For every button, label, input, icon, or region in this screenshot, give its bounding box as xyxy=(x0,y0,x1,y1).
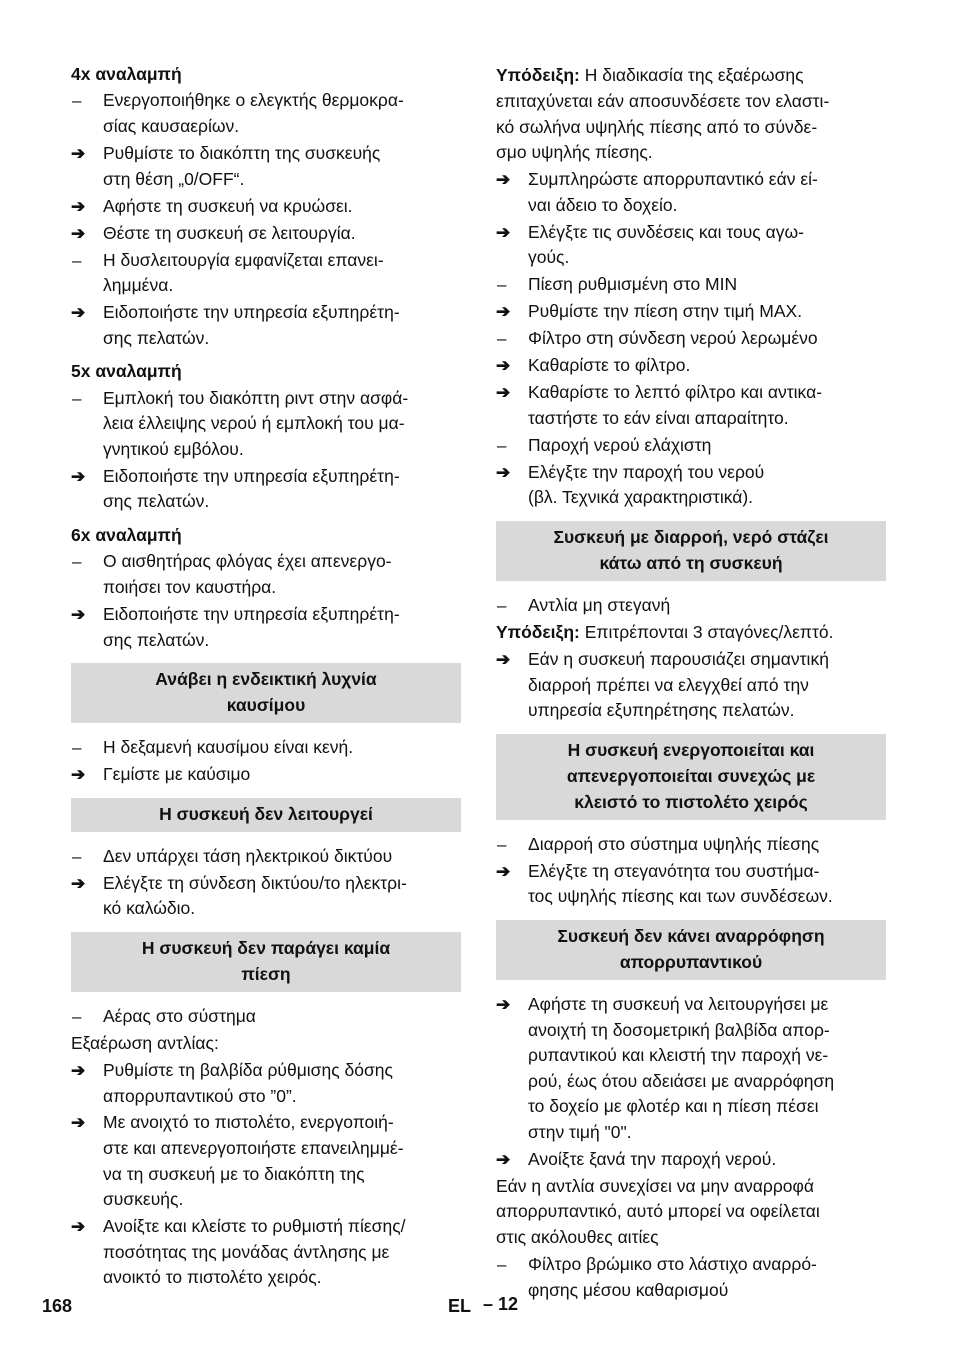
item-text: Ρυθμίστε τη βαλβίδα ρύθμισης δόσης απορρυπαντικού στο ”0”. xyxy=(103,1059,393,1106)
section-title: Η συσκευή ενεργοποιείται και απενεργοποιείται συνεχώς με κλειστό το πιστολέτο χειρός xyxy=(496,734,886,820)
arrow-icon: ➔ xyxy=(71,466,86,486)
subheading: 4x αναλαμπή xyxy=(71,64,182,84)
item-text: Ειδοποιήστε την υπηρεσία εξυπηρέτη- σης πελατών. xyxy=(103,465,400,512)
dash-icon: – xyxy=(497,596,507,615)
paragraph: Εξαέρωση αντλίας: xyxy=(71,1032,219,1053)
action-item xyxy=(496,167,886,218)
item-text: Δεν υπάρχει τάση ηλεκτρικού δικτύου xyxy=(103,845,393,866)
cause-item xyxy=(496,272,886,298)
action-item xyxy=(71,762,461,788)
right-column xyxy=(496,62,886,1305)
cause-item xyxy=(71,386,461,463)
left-column xyxy=(71,62,461,1292)
item-text: Ελέγξτε τις συνδέσεις και τους αγω- γούς. xyxy=(528,221,804,268)
action-item xyxy=(496,460,886,511)
item-text: Ανοίξτε και κλείστε το ρυθμιστή πίεσης/ ποσότητας της μονάδας άντλησης με ανοικτό το πιστολέτο χειρός. xyxy=(103,1216,406,1288)
item-text: Ενεργοποιήθηκε ο ελεγκτής θερμοκρα- σίας καυσαερίων. xyxy=(103,90,404,136)
arrow-icon: ➔ xyxy=(496,170,511,190)
note-label: Υπόδειξη: xyxy=(496,65,580,86)
item-text: Ρυθμίστε την πίεση στην τιμή MAX. xyxy=(528,301,803,322)
dash-icon: – xyxy=(72,846,82,866)
section-title: Η συσκευή δεν λειτουργεί xyxy=(71,798,461,832)
item-text: Ανοίξτε ξανά την παροχή νερού. xyxy=(528,1148,777,1169)
cause-item xyxy=(496,832,886,858)
arrow-icon: ➔ xyxy=(71,1113,86,1133)
item-text: Εάν η συσκευή παρουσιάζει σημαντική διαρροή πρέπει να ελεγχθεί από την υπηρεσία εξυπηρέτησης πελατών. xyxy=(528,648,829,721)
item-text: Ελέγξτε τη στεγανότητα του συστήμα- τος υψηλής πίεσης και των συνδέσεων. xyxy=(528,860,833,907)
action-item xyxy=(71,602,461,653)
action-item xyxy=(496,859,886,910)
dash-icon: – xyxy=(72,250,82,270)
item-text: Ελέγξτε την παροχή του νερού (βλ. Τεχνικά χαρακτηριστικά). xyxy=(528,461,765,508)
action-item xyxy=(71,194,461,220)
arrow-icon: ➔ xyxy=(496,1149,511,1169)
arrow-icon: ➔ xyxy=(496,302,511,322)
item-text: Συμπληρώστε απορρυπαντικό εάν εί- ναι άδειο το δοχείο. xyxy=(528,169,818,215)
item-text: Πίεση ρυθμισμένη στο MIN xyxy=(528,274,738,295)
section-title: Συσκευή με διαρροή, νερό στάζει κάτω από τη συσκευή xyxy=(496,521,886,581)
note-paragraph xyxy=(496,63,886,165)
dash-icon: – xyxy=(72,1006,82,1026)
arrow-icon: ➔ xyxy=(71,196,86,216)
action-item xyxy=(71,300,461,351)
action-item xyxy=(496,380,886,431)
arrow-icon: ➔ xyxy=(71,303,86,323)
action-item xyxy=(496,647,886,724)
dash-icon: – xyxy=(72,552,82,572)
dash-icon: – xyxy=(497,1255,507,1275)
arrow-icon: ➔ xyxy=(71,1217,86,1237)
cause-item xyxy=(71,735,461,761)
action-item xyxy=(71,1110,461,1212)
subheading: 6x αναλαμπή xyxy=(71,525,182,546)
cause-item xyxy=(71,248,461,299)
item-text: Αέρας στο σύστημα xyxy=(103,1005,256,1026)
cause-item xyxy=(496,326,886,352)
cause-item xyxy=(71,1004,461,1030)
note-label: Υπόδειξη: xyxy=(496,621,580,642)
item-text: Φίλτρο στη σύνδεση νερού λερωμένο xyxy=(528,328,818,349)
page-number: 168 xyxy=(42,1296,73,1316)
item-text: Με ανοιχτό το πιστολέτο, ενεργοποιή- στε και απενεργοποιήστε επανειλημμέ- να τη συσκευή με το διακόπτη της συσκευής. xyxy=(103,1112,404,1210)
action-item xyxy=(71,464,461,515)
item-text: Η δυσλειτουργία εμφανίζεται επανει- λημμένα. xyxy=(103,249,384,296)
arrow-icon: ➔ xyxy=(496,462,511,482)
cause-item xyxy=(496,593,886,619)
item-text: Ειδοποιήστε την υπηρεσία εξυπηρέτη- σης πελατών. xyxy=(103,604,400,650)
note-paragraph xyxy=(496,620,886,646)
action-item xyxy=(71,871,461,922)
arrow-icon: ➔ xyxy=(71,873,86,893)
arrow-icon: ➔ xyxy=(71,605,86,624)
action-item xyxy=(71,1214,461,1291)
language-code: EL xyxy=(448,1296,472,1316)
dash-icon: – xyxy=(72,388,82,408)
item-text: Γεμίστε με καύσιμο xyxy=(103,764,251,785)
section-page-number: – 12 xyxy=(483,1294,519,1314)
action-item xyxy=(71,1058,461,1109)
section-title: Ανάβει η ενδεικτική λυχνία καυσίμου xyxy=(71,663,461,723)
arrow-icon: ➔ xyxy=(496,222,511,242)
arrow-icon: ➔ xyxy=(71,143,86,163)
cause-item xyxy=(496,1252,886,1303)
dash-icon: – xyxy=(497,329,507,349)
item-text: Ειδοποιήστε την υπηρεσία εξυπηρέτη- σης πελατών. xyxy=(103,302,400,348)
dash-icon: – xyxy=(497,275,507,295)
item-text: Θέστε τη συσκευή σε λειτουργία. xyxy=(103,222,356,243)
item-text: Ο αισθητήρας φλόγας έχει απενεργο- ποιήσει τον καυστήρα. xyxy=(103,551,392,598)
section-title: Συσκευή δεν κάνει αναρρόφηση απορρυπαντικού xyxy=(496,920,886,980)
arrow-icon: ➔ xyxy=(71,223,86,243)
arrow-icon: ➔ xyxy=(496,383,511,403)
arrow-icon: ➔ xyxy=(496,861,511,881)
arrow-icon: ➔ xyxy=(496,994,511,1014)
dash-icon: – xyxy=(497,834,507,854)
item-text: Καθαρίστε το λεπτό φίλτρο και αντικα- ταστήστε το εάν είναι απαραίτητο. xyxy=(528,382,823,428)
cause-item xyxy=(71,844,461,870)
action-item xyxy=(496,992,886,1146)
arrow-icon: ➔ xyxy=(496,649,511,669)
arrow-icon: ➔ xyxy=(71,1060,86,1080)
note-text: Η διαδικασία της εξαέρωσης επιταχύνεται εάν αποσυνδέσετε τον ελαστι- κό σωλήνα υψηλής πίεσης από το σύνδε- σμο υψηλής πίεσης. xyxy=(496,65,830,163)
item-text: Αφήστε τη συσκευή να λειτουργήσει με ανοιχτή τη δοσομετρική βαλβίδα απορ- ρυπαντικού και κλειστή την παροχή νε- ρού, έως ότου αδειάσει με αναρρόφηση το δοχείο με φλοτέρ και η πίεση πέσει στην τιμή "0". xyxy=(528,993,835,1142)
item-text: Η δεξαμενή καυσίμου είναι κενή. xyxy=(103,737,354,758)
cause-item xyxy=(496,433,886,459)
subheading: 5x αναλαμπή xyxy=(71,361,182,382)
action-item xyxy=(496,353,886,379)
section-title: Η συσκευή δεν παράγει καμία πίεση xyxy=(71,932,461,992)
item-text: Παροχή νερού ελάχιστη xyxy=(528,434,712,455)
item-text: Ρυθμίστε το διακόπτη της συσκευής στη θέση „0/OFF“. xyxy=(103,142,381,189)
cause-item xyxy=(71,88,461,139)
arrow-icon: ➔ xyxy=(496,356,511,376)
action-item xyxy=(496,299,886,325)
dash-icon: – xyxy=(72,738,82,758)
item-text: Αντλία μη στεγανή xyxy=(528,595,671,615)
item-text: Εμπλοκή του διακόπτη ριντ στην ασφά- λεια έλλειψης νερού ή εμπλοκή του μα- γνητικού εμβόλου. xyxy=(103,387,409,459)
item-text: Καθαρίστε το φίλτρο. xyxy=(528,355,691,376)
action-item xyxy=(496,220,886,271)
note-text: Επιτρέπονται 3 σταγόνες/λεπτό. xyxy=(579,621,834,642)
item-text: Αφήστε τη συσκευή να κρυώσει. xyxy=(103,195,353,216)
action-item xyxy=(496,1147,886,1173)
cause-item xyxy=(71,549,461,600)
dash-icon: – xyxy=(497,435,507,455)
paragraph: Εάν η αντλία συνεχίσει να μην αναρροφά απορρυπαντικό, αυτό μπορεί να οφείλεται στις ακόλουθες αιτίες xyxy=(496,1175,820,1248)
item-text: Φίλτρο βρώμικο στο λάστιχο αναρρό- φησης μέσου καθαρισμού xyxy=(528,1254,817,1300)
arrow-icon: ➔ xyxy=(71,765,86,785)
dash-icon: – xyxy=(72,91,82,111)
item-text: Ελέγξτε τη σύνδεση δικτύου/το ηλεκτρι- κό καλώδιο. xyxy=(103,872,407,919)
item-text: Διαρροή στο σύστημα υψηλής πίεσης xyxy=(528,833,820,854)
action-item xyxy=(71,141,461,192)
action-item xyxy=(71,221,461,247)
